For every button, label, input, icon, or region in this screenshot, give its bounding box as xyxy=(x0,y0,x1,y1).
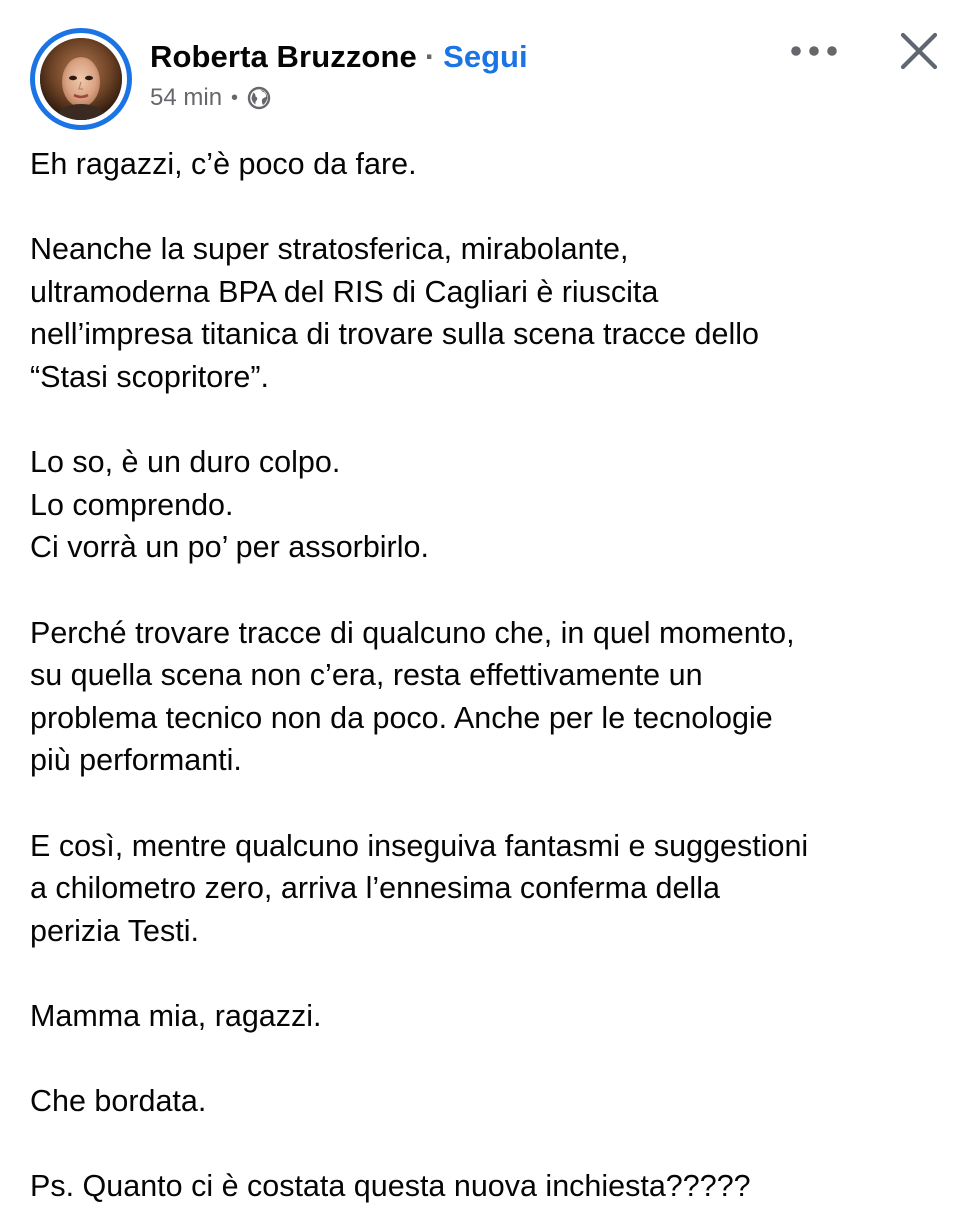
paragraph-gap xyxy=(30,1123,960,1166)
avatar[interactable] xyxy=(40,38,122,120)
paragraph-gap xyxy=(30,782,960,825)
more-options-button[interactable] xyxy=(786,36,842,66)
close-icon xyxy=(899,31,939,71)
follow-button[interactable]: Segui xyxy=(443,39,528,74)
post-paragraph: Lo so, è un duro colpo. Lo comprendo. Ci vorrà un po’ per assorbirlo. xyxy=(30,445,429,565)
post-header xyxy=(0,0,973,130)
close-button[interactable] xyxy=(892,28,946,74)
post-meta xyxy=(150,82,271,114)
paragraph-gap xyxy=(30,186,960,229)
post-paragraph: E così, mentre qualcuno inseguiva fantasmi e suggestioni a chilometro zero, arriva l’ennesima conferma della perizia Testi. xyxy=(30,828,809,948)
post-text xyxy=(30,143,960,1208)
post-paragraph: Ps. Quanto ci è costata questa nuova inchiesta????? xyxy=(30,1169,751,1204)
paragraph-gap xyxy=(30,569,960,612)
author-line xyxy=(150,37,528,77)
post-paragraph: Perché trovare tracce di qualcuno che, in quel momento, su quella scena non c’era, resta effettivamente un problema tecnico non da poco. Anche per le tecnologie più performanti. xyxy=(30,615,795,778)
name-separator: · xyxy=(424,39,436,74)
post-paragraph: Eh ragazzi, c’è poco da fare. xyxy=(30,147,417,181)
post-timestamp[interactable]: 54 min xyxy=(150,84,223,111)
globe-icon[interactable] xyxy=(247,86,271,110)
meta-separator: • xyxy=(231,86,239,109)
paragraph-gap xyxy=(30,952,960,995)
post-paragraph: Che bordata. xyxy=(30,1084,207,1119)
author-name[interactable]: Roberta Bruzzone xyxy=(150,39,417,74)
more-horizontal-icon xyxy=(786,44,842,58)
post-paragraph: Neanche la super stratosferica, mirabolante, ultramoderna BPA del RIS di Cagliari è riuscita nell’impresa titanica di trovare sulla scena tracce dello “Stasi scopritore”. xyxy=(30,232,759,394)
avatar-portrait-image xyxy=(40,38,122,120)
paragraph-gap xyxy=(30,1037,960,1080)
paragraph-gap xyxy=(30,399,960,442)
post-paragraph: Mamma mia, ragazzi. xyxy=(30,998,322,1033)
avatar-ring[interactable] xyxy=(30,28,132,130)
